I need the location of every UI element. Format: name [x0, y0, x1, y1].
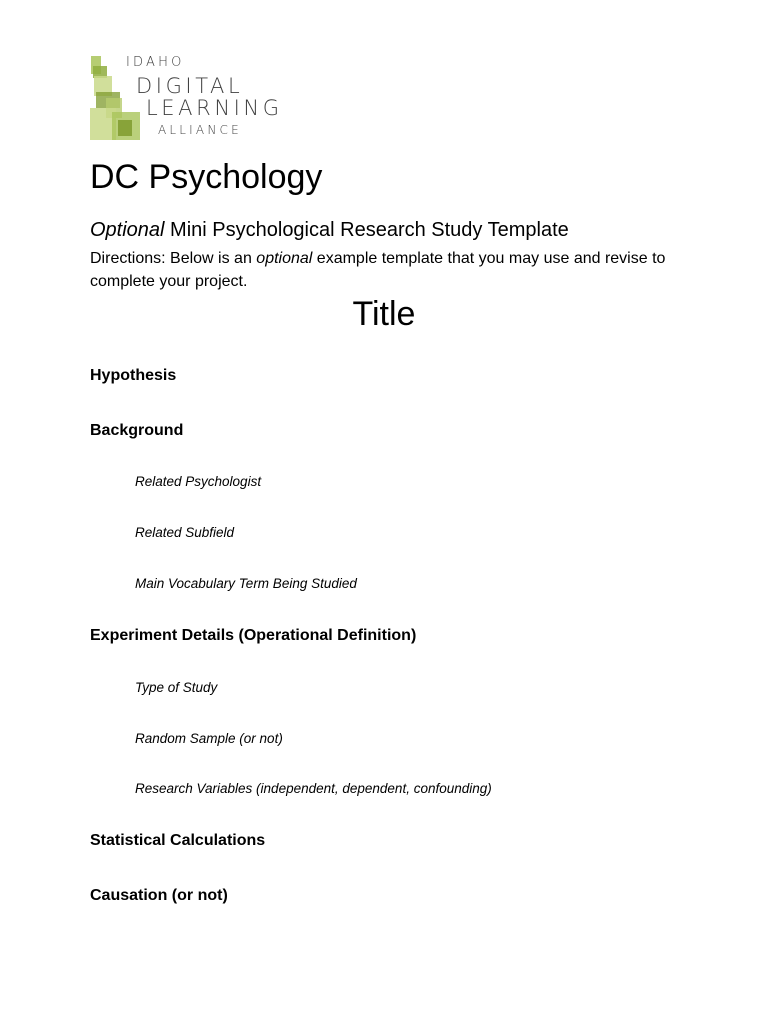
logo-text-digital: DIGITAL	[136, 74, 244, 98]
logo-text-learning: LEARNING	[146, 96, 283, 120]
idaho-digital-learning-alliance-logo	[88, 54, 298, 144]
subtitle-optional: Optional	[90, 219, 165, 241]
background-item-psychologist: Related Psychologist	[135, 474, 262, 489]
subtitle-text: Mini Psychological Research Study Template	[164, 219, 569, 241]
section-statistical-calculations: Statistical Calculations	[90, 832, 266, 849]
experiment-item-variables: Research Variables (independent, dependent, confounding)	[135, 781, 492, 796]
logo-wordmark	[88, 54, 298, 144]
section-causation: Causation (or not)	[90, 887, 228, 904]
experiment-item-sample: Random Sample (or not)	[135, 731, 283, 746]
directions-paragraph	[90, 247, 690, 293]
logo-text-alliance: ALLIANCE	[158, 123, 242, 137]
document-subtitle	[90, 218, 569, 242]
template-title: Title	[352, 295, 416, 333]
directions-text-start: Directions: Below is an	[90, 250, 257, 267]
experiment-item-type: Type of Study	[135, 680, 218, 695]
document-title: DC Psychology	[90, 158, 323, 196]
section-hypothesis: Hypothesis	[90, 367, 177, 384]
background-item-vocabulary: Main Vocabulary Term Being Studied	[135, 576, 357, 591]
logo-text-idaho: IDAHO	[126, 55, 185, 70]
directions-text-end: example template that you may use and revise to complete your project.	[90, 250, 666, 290]
background-item-subfield: Related Subfield	[135, 525, 235, 540]
directions-optional: optional	[256, 250, 313, 267]
section-experiment-details: Experiment Details (Operational Definition)	[90, 627, 417, 644]
section-background: Background	[90, 422, 184, 439]
